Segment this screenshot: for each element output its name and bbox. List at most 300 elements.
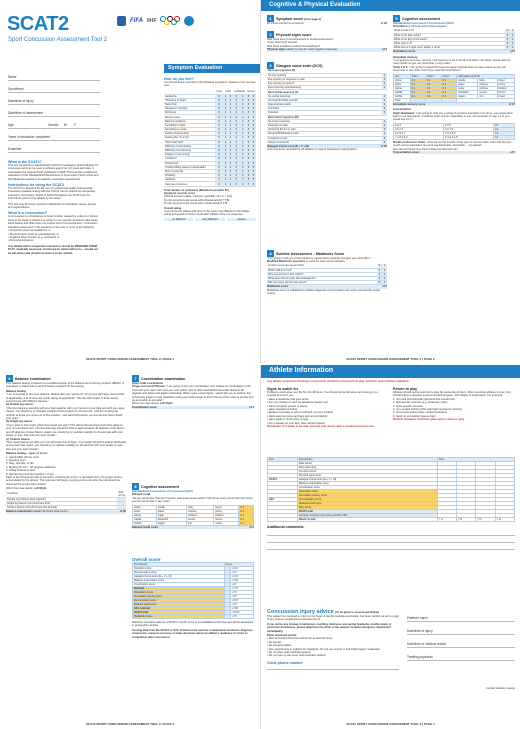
gcs-item: Localizes to pain <box>267 136 382 140</box>
scat2-title: SCAT2 <box>7 13 69 35</box>
scale-option[interactable]: 3 <box>233 111 239 115</box>
scale-option[interactable]: 5 <box>247 98 250 102</box>
scale-option[interactable]: 1 <box>224 123 227 127</box>
alt-word: perfume <box>478 86 497 90</box>
scale-option[interactable]: 5 <box>247 119 250 123</box>
scale-option[interactable]: 4 <box>240 148 246 152</box>
scale-option[interactable]: 4 <box>240 128 246 132</box>
scale-option[interactable]: 5 <box>247 165 250 169</box>
recall-score[interactable]: 0 1 <box>239 509 254 513</box>
digit-score[interactable]: 0 1 <box>494 127 515 131</box>
scale-option[interactable]: 3 <box>233 169 239 173</box>
scale-option[interactable]: 6 <box>252 153 255 157</box>
digit-score[interactable]: 0 1 <box>494 123 515 127</box>
scale-option[interactable]: 6 <box>252 98 255 102</box>
maddocks-score[interactable]: 0 <box>378 272 381 276</box>
trial-score[interactable]: 0 1 <box>441 78 457 82</box>
scale-option[interactable]: 2 <box>229 132 232 136</box>
scale-option[interactable]: 4 <box>240 157 246 161</box>
gcs-item: Abnormal flexion to pain <box>267 128 382 132</box>
scale-option[interactable]: 1 <box>224 119 227 123</box>
scale-option[interactable]: 3 <box>233 144 239 148</box>
trial-score[interactable]: 0 1 <box>410 90 426 94</box>
scale-option[interactable]: 2 <box>229 157 232 161</box>
scale-option[interactable]: 4 <box>240 136 246 140</box>
scale-option[interactable]: 0 <box>215 174 223 178</box>
return-to-play-yn[interactable]: Y N <box>476 518 495 522</box>
scale-option[interactable]: 1 <box>224 149 227 153</box>
scale-option[interactable]: 1 <box>224 128 227 132</box>
symptom-label: Difficulty concentrating <box>164 144 215 148</box>
error-types-list <box>6 456 126 476</box>
error-type: 1. Hands lifted off iliac crest <box>6 455 39 459</box>
scale-option[interactable]: 4 <box>240 161 246 165</box>
scale-option[interactable]: 3 <box>233 119 239 123</box>
scale-option[interactable]: 3 <box>233 128 239 132</box>
scale-option[interactable]: 6 <box>252 136 255 140</box>
gcs-score[interactable]: 4 <box>383 107 386 111</box>
error-type: 2. Opening eyes <box>6 458 26 462</box>
overall-score-field[interactable] <box>224 615 231 619</box>
gender-m[interactable]: M <box>64 123 67 127</box>
scale-option[interactable]: 4 <box>240 119 246 123</box>
scale-option[interactable]: 5 <box>247 123 250 127</box>
scale-option[interactable]: 1 <box>224 111 227 115</box>
scale-option[interactable]: 3 <box>233 161 239 165</box>
gcs-score[interactable]: 2 <box>383 98 386 102</box>
orientation-score[interactable]: 1 <box>511 37 514 41</box>
scale-option[interactable]: 0 <box>215 128 223 132</box>
scale-option[interactable]: 3 <box>233 115 239 119</box>
gcs-item: Eye opening in response to pain <box>267 77 382 81</box>
clinic-phone-field[interactable] <box>267 665 399 670</box>
gender-f[interactable]: F <box>74 123 76 127</box>
education-field[interactable]: Years of education completed <box>8 132 100 141</box>
scale-option[interactable]: 4 <box>240 102 246 106</box>
scale-option[interactable]: 5 <box>247 115 250 119</box>
scale-option[interactable]: 2 <box>229 182 232 186</box>
scale-option[interactable]: 3 <box>233 182 239 186</box>
name-field[interactable]: Name <box>8 72 100 81</box>
digits-table <box>393 123 515 140</box>
scale-option[interactable]: 0 <box>215 169 223 173</box>
scale-option[interactable]: 0 <box>215 98 223 102</box>
scale-option[interactable]: 3 <box>233 123 239 127</box>
scale-option[interactable]: 0 <box>215 119 223 123</box>
scale-option[interactable]: 6 <box>252 132 255 136</box>
scale-option[interactable]: 3 <box>233 132 239 136</box>
maddocks-score[interactable]: 0 <box>378 264 381 268</box>
scale-option[interactable]: 2 <box>229 149 232 153</box>
scale-option[interactable]: 6 <box>252 94 255 98</box>
gcs-score[interactable]: 4 <box>383 132 386 136</box>
other-points-list <box>267 637 399 657</box>
errors-header: Total errors <box>118 490 125 497</box>
gcs-score[interactable]: 2 <box>383 124 386 128</box>
scale-option[interactable]: 0 <box>215 144 223 148</box>
alt-word: sunset <box>186 517 213 521</box>
section-delayed-recall: 8 Cognitive assessment Standardized Assessment of Concussion (SAC) Delayed recall "Do you remember that list of words I read a few times earlier? Tell me as many words from the list as you can remember in any order." elbow candle baby finger 0 1 apple paper monkey penny 0 1 carpet sugar perfume blanket 0 1 saddle sandwich sunset lemon 0 1 bubble wagon iron insect 0 1 Delayed recall score of 5 <box>132 484 254 529</box>
maddocks-score[interactable]: 1 <box>383 281 386 285</box>
scale-option[interactable]: 1 <box>224 174 227 178</box>
symptom-label: Difficulty remembering <box>164 148 215 152</box>
scale-option[interactable]: 6 <box>252 102 255 106</box>
scale-option[interactable]: 5 <box>247 161 250 165</box>
gcs-score[interactable]: 3 <box>383 103 386 107</box>
scale-option[interactable]: 5 <box>247 182 250 186</box>
iihf-logo <box>117 16 126 26</box>
scale-option[interactable]: 5 <box>247 149 250 153</box>
section-balance: 6 Balance examination This balance testing is based on a modified version of the Balance Error Scoring System (BESS). A stopwatch or watch with a second hand is required for this testing. Balance testing "I am now going to test your balance. Please take your shoes off, roll up your pant legs above ankle (if applicable), and remove any ankle taping (if applicable). This test will consist of three twenty second tests with different stances." (a) Double leg stance: "The first stance is standing with your feet together with your hands on your hips and with your eyes closed. You should try to maintain stability in that position for 20 seconds. I will be counting the number of times you move out of this position. I will start timing when you are set and have closed your eyes." (b) Single leg stance: "If you were to kick a ball, which foot would you use? [This will be the dominant foot] Now stand on your non-dominant foot. The dominant leg should be held in approximately 30 degrees of hip flexion and 45 degrees of knee flexion. Again, you should try to maintain stability for 20 seconds with your hands on your hips and your eyes closed." (c) Tandem stance: "Now stand heel-to-toe with your non-dominant foot in back. Your weight should be evenly distributed across both feet. Again, you should try to maintain stability for 20 seconds with your hands on your hips and your eyes closed." Balance testing – types of errors 1. Hands lifted off iliac crest 2. Opening eyes 3. Step, stumble, or fall 4. Moving hip into > 30 degrees abduction 5. Lifting forefoot or heel 6. Remaining out of test position > 5 sec Each of the 20-second trials is scored by counting the errors, or deviations from the proper stance, accumulated by the athlete. The examiner will begin counting errors only after the individual has assumed the proper start position. Which foot was tested: Left Right Condition Total errors Double Leg Stance (feet together) Single leg stance (non-dominant foot) Tandem stance (non-dominant foot at back) Balance examination score (30 minus total errors) of 30 <box>6 376 126 514</box>
scale-option[interactable]: 6 <box>252 161 255 165</box>
orientation-score[interactable]: 1 <box>511 46 514 50</box>
scale-option[interactable]: 6 <box>252 140 255 144</box>
trial-score[interactable]: 0 1 <box>426 90 442 94</box>
maddocks-score[interactable]: 1 <box>383 264 386 268</box>
scale-option[interactable]: 3 <box>233 140 239 144</box>
scale-option[interactable]: 6 <box>252 178 255 182</box>
scale-option[interactable]: 0 <box>215 165 223 169</box>
maddocks-score[interactable]: 1 <box>383 272 386 276</box>
scale-option[interactable]: 5 <box>247 169 250 173</box>
trial-score[interactable]: 0 1 <box>410 82 426 86</box>
total-label: Total <box>394 98 411 102</box>
maddocks-question: Did your team win the last game? <box>267 281 377 285</box>
patient-details-section <box>407 613 515 690</box>
recall-score[interactable]: 0 1 <box>239 513 254 517</box>
trial-total[interactable] <box>441 98 457 102</box>
orientation-score[interactable]: 1 <box>511 33 514 37</box>
scale-option[interactable]: 4 <box>240 153 246 157</box>
scale-option[interactable]: 1 <box>224 153 227 157</box>
overall-domain: Glasgow Coma score (E + V + M) <box>133 575 225 579</box>
tracking-domain: Balance examination score <box>297 482 437 486</box>
scale-option[interactable]: 1 <box>224 169 227 173</box>
list-item: • Have seizures (arms and legs jerk uncontrollably) <box>267 414 328 418</box>
scale-option[interactable]: 6 <box>252 119 255 123</box>
scale-option[interactable]: 1 <box>224 107 227 111</box>
scale-option[interactable]: 2 <box>229 165 232 169</box>
scale-option[interactable]: 0 <box>215 107 223 111</box>
scale-option[interactable]: 6 <box>252 149 255 153</box>
trial-score[interactable]: 0 1 <box>410 86 426 90</box>
return-to-play-yn[interactable]: Y N <box>437 518 456 522</box>
scale-option[interactable]: 3 <box>233 148 239 152</box>
section-return-to-play: Return to play Athletes should not be returned to play the same day of injury. When returning athletes to play, they should follow a stepwise symptom-limited program, with stages of progression. For example: 1. rest until asymptomatic (physical and mental rest) 2. light aerobic exercise (e.g. stationary cycle) 3. sport-specific exercise 4. non-contact training drills (start light resistance training) 5. full contact training after medical clearance 6. return to competition (game play) Medical clearance should be given before return to play. <box>393 387 515 422</box>
scale-option[interactable]: 2 <box>229 128 232 132</box>
scale-option[interactable]: 0 <box>215 153 223 157</box>
scale-option[interactable]: 4 <box>240 140 246 144</box>
scale-option[interactable]: 5 <box>247 111 250 115</box>
injury-date-field[interactable]: Date/time of injury <box>407 626 515 635</box>
scale-option[interactable]: 1 <box>224 98 227 102</box>
option-no-different[interactable]: no different <box>164 218 193 221</box>
orientation-score[interactable]: 0 <box>506 41 509 45</box>
scale-option[interactable]: 2 <box>229 178 232 182</box>
age-field[interactable]: Age Gender M F <box>8 120 100 129</box>
scale-option[interactable]: 0 <box>215 182 223 186</box>
scale-option[interactable]: 1 <box>224 115 227 119</box>
scale-option[interactable]: 2 <box>229 111 232 115</box>
scale-option[interactable]: 2 <box>229 98 232 102</box>
scale-option[interactable]: 6 <box>252 182 255 186</box>
scale-option[interactable]: 3 <box>233 153 239 157</box>
scale-option[interactable]: 0 <box>215 132 223 136</box>
review-date-field[interactable]: Date/time of medical review <box>407 639 515 648</box>
overall-max: of 22 <box>231 567 254 571</box>
trial-total[interactable] <box>426 98 442 102</box>
option-very-different[interactable]: very different <box>195 218 224 221</box>
alt-word: monkey <box>186 509 213 513</box>
maddocks-score[interactable]: 1 <box>383 276 386 280</box>
scale-option[interactable]: 3 <box>233 136 239 140</box>
overall-max: of 5 <box>231 603 254 607</box>
scale-option[interactable]: 4 <box>240 182 246 186</box>
maddocks-score[interactable]: 0 <box>378 281 381 285</box>
scale-option[interactable]: 4 <box>240 132 246 136</box>
overall-domain: Concentration score <box>133 599 225 603</box>
scale-option[interactable]: 4 <box>240 178 246 182</box>
trial-score[interactable]: 0 1 <box>441 94 457 98</box>
scale-option[interactable]: 6 <box>252 123 255 127</box>
scale-option[interactable]: 1 <box>224 161 227 165</box>
scale-option[interactable]: 6 <box>252 165 255 169</box>
scale-option[interactable]: 5 <box>247 140 250 144</box>
scale-option[interactable]: 4 <box>240 169 246 173</box>
scale-option[interactable]: 2 <box>229 123 232 127</box>
digit-string: 7-1-8-4-6-2 <box>394 135 444 139</box>
return-to-play-yn[interactable]: Y N <box>495 518 514 522</box>
gcs-score[interactable]: 3 <box>383 82 386 86</box>
scale-option[interactable]: 0 <box>215 94 223 98</box>
orientation-score[interactable]: 0 <box>506 37 509 41</box>
comments-line[interactable] <box>267 529 515 536</box>
recall-score[interactable]: 0 1 <box>239 505 254 509</box>
scale-option[interactable]: 6 <box>252 144 255 148</box>
examiner-field[interactable]: Examiner <box>8 144 100 153</box>
overall-header: Test domain <box>133 563 225 567</box>
scale-option[interactable]: 2 <box>229 174 232 178</box>
scale-option[interactable]: 2 <box>229 119 232 123</box>
trial-score[interactable]: 0 1 <box>441 90 457 94</box>
scale-option[interactable]: 0 <box>215 115 223 119</box>
scale-option[interactable]: 4 <box>240 165 246 169</box>
maddocks-score[interactable]: 0 <box>378 268 381 272</box>
scale-option[interactable]: 5 <box>247 174 250 178</box>
scale-option[interactable]: 2 <box>229 153 232 157</box>
trial-score[interactable]: 0 1 <box>426 82 442 86</box>
patient-name-field[interactable]: Patient's name <box>407 613 515 622</box>
scale-option[interactable]: 0 <box>215 157 223 161</box>
gcs-table <box>267 69 387 145</box>
scat2-subtitle: Sport Concussion Assessment Tool 2 <box>8 37 107 43</box>
scale-option[interactable]: 3 <box>233 165 239 169</box>
scale-option[interactable]: 6 <box>252 111 255 115</box>
scale-option[interactable]: 3 <box>233 178 239 182</box>
page-3-footer: SCAT2 SPORT CONCUSSION ASSESSMENT TOOL 2 | PAGE 3 <box>85 722 175 726</box>
gcs-score[interactable]: 1 <box>383 73 386 77</box>
trial-score[interactable]: 0 1 <box>441 86 457 90</box>
tracking-row: SAC Concentration score <box>268 498 515 502</box>
gcs-score[interactable]: 6 <box>383 140 386 144</box>
overall-domain: Balance examination score <box>133 579 225 583</box>
scale-option[interactable]: 1 <box>224 132 227 136</box>
recall-table <box>132 505 254 526</box>
trial-score[interactable]: 0 1 <box>410 94 426 98</box>
scale-option[interactable]: 5 <box>247 178 250 182</box>
word-list-header: Trial 1 <box>410 74 426 78</box>
symptom-evaluation: How do you feel? You should score yourself on the following symptoms, based on how you feel now. none mild moderate severe Headache 0 1 2 3 4 5 6 "Pressure in head" 0 1 2 3 4 5 6 Neck Pain 0 1 2 3 4 5 6 Nausea or vomiting 0 1 2 3 4 5 6 Dizziness 0 1 2 3 4 5 6 Blurred vision 0 1 2 3 4 5 6 Balance problems 0 1 2 3 4 5 6 Sensitivity to light 0 1 2 3 4 5 6 Sensitivity to noise 0 1 2 3 4 5 6 Feeling slowed down 0 1 2 3 4 5 6 Feeling like "in a fog" 0 1 2 3 4 5 6 "Don't feel right" 0 1 2 3 4 5 6 Difficulty concentrating 0 1 2 3 4 5 6 Difficulty remembering 0 1 2 3 4 5 6 Fatigue or low energy 0 1 2 3 4 5 6 Confusion 0 1 2 3 4 5 6 Drowsiness 0 1 2 3 4 5 6 Trouble falling asleep (if applicable) 0 1 2 3 4 5 6 More emotional 0 1 2 3 4 5 6 Irritability 0 1 2 3 4 5 6 Sadness 0 1 2 3 4 5 6 Nervous or Anxious 0 1 2 3 4 5 6 Total number of symptoms (Maximum possible 22) Symptom severity score (Add all scores in table, maximum possible: 22 x 6 = 132) Do the symptoms get worse with physical activity? Y N Do the symptoms get worse with mental activity? Y N Overall rating If you know the athlete well prior to the injury, how different is the athlete acting compared to his/her usual self? Please circle one response. no different very different unsure <box>164 77 256 221</box>
tracking-domain: SAC Score <box>297 506 437 510</box>
scale-option[interactable]: 0 <box>215 111 223 115</box>
trial-score[interactable]: 0 1 <box>426 94 442 98</box>
tracking-date-label: Date tested <box>297 462 437 466</box>
scale-option[interactable]: 2 <box>229 94 232 98</box>
scale-option[interactable]: 0 <box>215 102 223 106</box>
gcs-score[interactable]: 1 <box>383 94 386 98</box>
orientation-score[interactable]: 0 <box>506 33 509 37</box>
date-assessment-field[interactable]: Date/time of assessment <box>8 108 100 117</box>
scale-option[interactable]: 5 <box>247 94 250 98</box>
scale-option[interactable]: 1 <box>224 102 227 106</box>
scale-option[interactable]: 0 <box>215 148 223 152</box>
scale-option[interactable]: 2 <box>229 115 232 119</box>
error-type: 6. Remaining out of test position > 5 sec <box>6 472 54 476</box>
overall-domain: SAC subtotal <box>133 607 225 611</box>
overall-domain: Delayed recall score <box>133 603 225 607</box>
symptom-label: "Don't feel right" <box>164 140 215 144</box>
scale-option[interactable]: 1 <box>224 182 227 186</box>
scale-option[interactable]: 5 <box>247 144 250 148</box>
recall-score[interactable]: 0 1 <box>239 517 254 521</box>
scale-option[interactable]: 1 <box>224 136 227 140</box>
scale-option[interactable]: 4 <box>240 111 246 115</box>
scale-option[interactable]: 1 <box>224 94 227 98</box>
orientation-score[interactable]: 0 <box>506 29 509 33</box>
scale-option[interactable]: 4 <box>240 107 246 111</box>
gcs-score[interactable]: 4 <box>383 86 386 90</box>
word: elbow <box>133 505 157 509</box>
gender-label: Gender <box>48 123 59 127</box>
scale-option[interactable]: 5 <box>247 107 250 111</box>
gcs-score[interactable]: 1 <box>383 119 386 123</box>
trial-total[interactable] <box>410 98 426 102</box>
gcs-item: Confused <box>267 107 382 111</box>
option-unsure[interactable]: unsure <box>227 218 256 221</box>
trial-score[interactable]: 0 1 <box>426 86 442 90</box>
scale-option[interactable]: 6 <box>252 174 255 178</box>
scale-option[interactable]: 4 <box>240 123 246 127</box>
trial-score[interactable]: 0 1 <box>441 82 457 86</box>
scale-option[interactable]: 5 <box>247 102 250 106</box>
scale-option[interactable]: 2 <box>229 161 232 165</box>
tracking-table-section: Tool Test domain Time Date tested Days post injury Symptom score Physical signs score SCAT2 Glasgow Coma score (E + V + M) Balance examination score Coordination score Orientation score Immediate memory score SAC Concentration score Delayed recall score SAC Score SCAT2 total Symptom severity score (max possible 132) Return to play Y N Y N Y N Y N Additional comments <box>267 457 515 550</box>
gcs-score[interactable]: 5 <box>383 111 386 115</box>
scale-option[interactable]: 2 <box>229 136 232 140</box>
scale-option[interactable]: 4 <box>240 115 246 119</box>
symptom-label: Dizziness <box>164 111 215 115</box>
scale-option[interactable]: 2 <box>229 107 232 111</box>
scale-option[interactable]: 5 <box>247 136 250 140</box>
scale-option[interactable]: 1 <box>224 140 227 144</box>
scale-option[interactable]: 2 <box>229 102 232 106</box>
scale-option[interactable]: 0 <box>215 161 223 165</box>
scale-option[interactable]: 1 <box>224 157 227 161</box>
symptom-row <box>164 182 256 186</box>
digit-score[interactable]: 0 1 <box>494 131 515 135</box>
orientation-score[interactable]: 0 <box>506 46 509 50</box>
orientation-score[interactable]: 1 <box>511 41 514 45</box>
maddocks-score[interactable]: 1 <box>383 268 386 272</box>
scale-option[interactable]: 3 <box>233 98 239 102</box>
scale-option[interactable]: 5 <box>247 153 250 157</box>
scale-option[interactable]: 3 <box>233 94 239 98</box>
scale-option[interactable]: 3 <box>233 174 239 178</box>
scale-option[interactable]: 6 <box>252 115 255 119</box>
scale-option[interactable]: 2 <box>229 144 232 148</box>
scale-option[interactable]: 2 <box>229 140 232 144</box>
scale-option[interactable]: 5 <box>247 128 250 132</box>
word-list-header: Trial 3 <box>441 74 457 78</box>
orientation-score[interactable]: 1 <box>511 29 514 33</box>
return-to-play-yn[interactable]: Y N <box>456 518 475 522</box>
scale-option[interactable]: 6 <box>252 107 255 111</box>
digit-string: 4-9-3 <box>394 123 444 127</box>
scale-option[interactable]: 1 <box>224 144 227 148</box>
list-item: • Behave unusually or seem confused; are very irritable <box>267 411 333 415</box>
scale-option[interactable]: 4 <box>240 174 246 178</box>
scale-option[interactable]: 4 <box>240 98 246 102</box>
scale-option[interactable]: 3 <box>233 107 239 111</box>
scale-option[interactable]: 3 <box>233 102 239 106</box>
condition-header: Condition <box>6 491 117 498</box>
scale-option[interactable]: 6 <box>252 157 255 161</box>
list-item: • Do not train or play sport until medically cleared <box>267 654 326 658</box>
scale-option[interactable]: 0 <box>215 136 223 140</box>
scale-option[interactable]: 0 <box>215 178 223 182</box>
scale-option[interactable]: 2 <box>229 169 232 173</box>
gcs-score[interactable]: 5 <box>383 136 386 140</box>
gcs-score[interactable]: 2 <box>383 77 386 81</box>
digit-score[interactable]: 0 1 <box>494 135 515 139</box>
sport-team-field[interactable]: Sport/team <box>8 84 100 93</box>
scale-option[interactable]: 1 <box>224 178 227 182</box>
trial-score[interactable]: 0 1 <box>410 78 426 82</box>
scale-option[interactable]: 6 <box>252 128 255 132</box>
physician-field[interactable]: Treating physician <box>407 652 515 661</box>
scale-option[interactable]: 1 <box>224 165 227 169</box>
date-injury-field[interactable]: Date/time of injury <box>8 96 100 105</box>
scale-option[interactable]: 4 <box>240 94 246 98</box>
section-signs: Signs to watch for Problems could arise over the first 24-48 hours. You should not be left alone and must go to a hospital at once if you: • Have a headache that gets worse • Are very drowsy or can't be awakened (woken up) • Can't recognize people or places • Have repeated vomiting • Behave unusually or seem confused; are very irritable • Have seizures (arms and legs jerk uncontrollably) • Have weak or numb arms or legs • Are unsteady on your feet; have slurred speech Remember, it is better to be safe. Consult your doctor after a suspected concussion. <box>267 387 387 428</box>
scale-option[interactable]: 5 <box>247 132 250 136</box>
scale-option[interactable]: 6 <box>252 169 255 173</box>
orientation-question: What year is it? <box>393 41 505 45</box>
recall-score[interactable]: 0 1 <box>239 521 254 525</box>
scale-option[interactable]: 3 <box>233 157 239 161</box>
error-type: 5. Lifting forefoot or heel <box>6 469 35 473</box>
word: apple <box>133 509 157 513</box>
scale-option[interactable]: 5 <box>247 157 250 161</box>
word: saddle <box>394 90 411 94</box>
scale-option[interactable]: 0 <box>215 140 223 144</box>
maddocks-score[interactable]: 0 <box>378 276 381 280</box>
trial-score[interactable]: 0 1 <box>426 78 442 82</box>
word: saddle <box>133 517 157 521</box>
scale-option[interactable]: 4 <box>240 144 246 148</box>
scale-option[interactable]: 0 <box>215 123 223 127</box>
gcs-score[interactable]: 3 <box>383 128 386 132</box>
